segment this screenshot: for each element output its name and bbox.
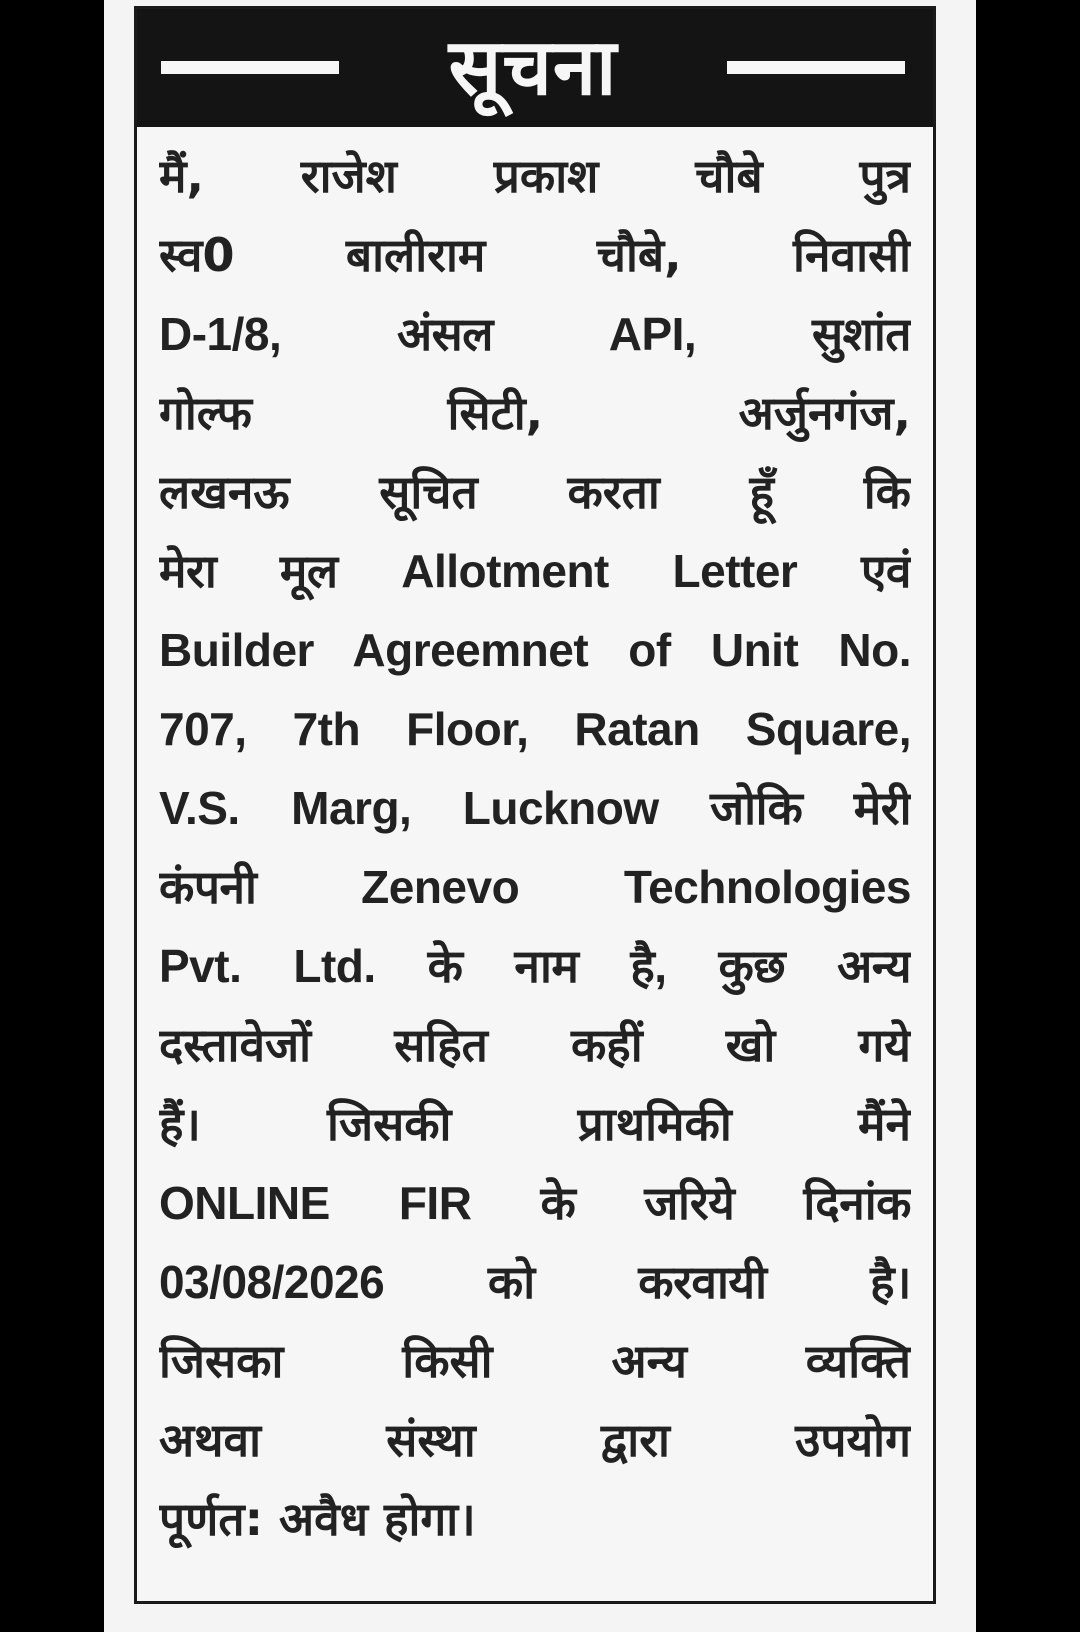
notice-line: जिसका किसी अन्य व्यक्ति [159,1334,911,1388]
notice-line: स्व0 बालीराम चौबे, निवासी [159,228,911,282]
notice-line: Pvt. Ltd. के नाम है, कुछ अन्य [159,940,911,992]
header-rule-left [161,61,339,74]
notice-line: दस्तावेजों सहित कहीं खो गये [159,1018,911,1072]
notice-body [159,137,911,1559]
notice-line: V.S. Marg, Lucknow जोकि मेरी [159,782,911,834]
notice-line: पूर्णत: अवैध होगा। [159,1492,476,1546]
notice-line: Builder Agreemnet of Unit No. [159,624,911,676]
notice-line: हैं। जिसकी प्राथमिकी मैंने [159,1097,911,1151]
notice-line: 707, 7th Floor, Ratan Square, [159,703,911,755]
notice-header [137,9,933,127]
public-notice [134,6,936,1604]
notice-line: कंपनी Zenevo Technologies [159,861,911,913]
notice-line: D-1/8, अंसल API, सुशांत [159,308,911,360]
notice-line: ONLINE FIR के जरिये दिनांक [159,1177,911,1229]
notice-heading: सूचना [448,22,618,113]
notice-line: मैं, राजेश प्रकाश चौबे पुत्र [159,149,911,203]
notice-line: गोल्फ सिटी, अर्जुनगंज, [159,386,911,440]
notice-line: 03/08/2026 को करवायी है। [159,1256,911,1308]
notice-line: लखनऊ सूचित करता हूँ कि [159,465,911,519]
notice-line: अथवा संस्था द्वारा उपयोग [159,1413,911,1467]
notice-line: मेरा मूल Allotment Letter एवं [159,545,911,597]
header-rule-right [727,61,905,74]
